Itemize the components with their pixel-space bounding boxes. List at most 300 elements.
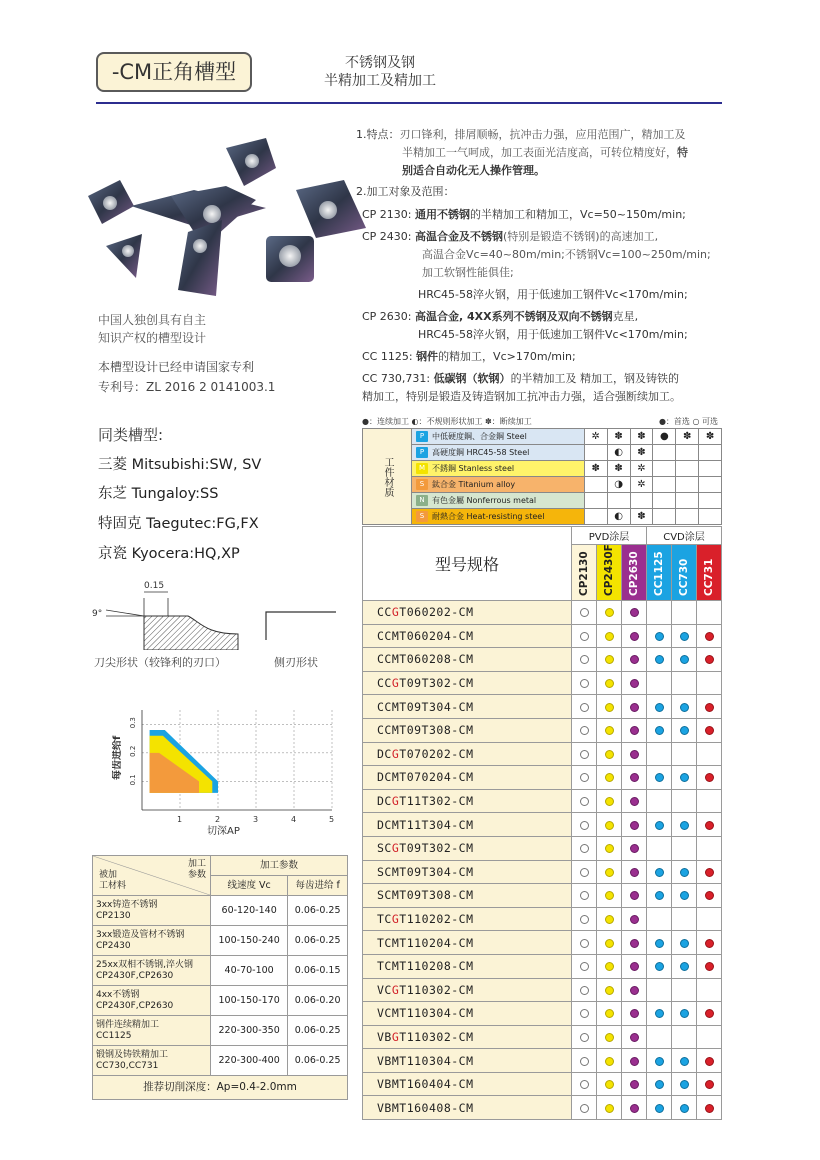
- availability-dot: [680, 891, 689, 900]
- insert-code-part: G: [391, 676, 400, 691]
- cvd-header: CVD涂层: [647, 527, 722, 545]
- material-name: [412, 445, 585, 461]
- insert-code-part: T09T302-CM: [399, 841, 474, 856]
- cp2630-text: 克星,: [612, 310, 639, 323]
- availability-cell: [597, 836, 622, 860]
- params-material: [93, 896, 211, 926]
- insert-code-part: MT110304-CM: [391, 1006, 474, 1021]
- insert-code-part: VB: [377, 1029, 392, 1044]
- cc1125-strong: 钢件: [416, 350, 439, 363]
- material-tag: S: [416, 511, 428, 522]
- availability-cell: [697, 648, 722, 672]
- availability-cell: [647, 789, 672, 813]
- table-row: [93, 986, 348, 1016]
- availability-cell: [647, 718, 672, 742]
- availability-cell: [672, 1049, 697, 1073]
- availability-cell: [597, 601, 622, 625]
- availability-dot: [655, 1080, 664, 1089]
- params-material: [93, 986, 211, 1016]
- availability-cell: [672, 1025, 697, 1049]
- cp2130-text: 的半精加工和精加工，Vc=50~150m/min;: [470, 208, 686, 221]
- material-name: [412, 477, 585, 493]
- material-symbol: ✽: [699, 429, 722, 445]
- availability-cell: [672, 1072, 697, 1096]
- insert-code-part: CC: [377, 699, 392, 714]
- material-symbol: [653, 461, 676, 477]
- table-row: [363, 1025, 722, 1049]
- availability-cell: [647, 695, 672, 719]
- availability-dot: [705, 655, 714, 664]
- insert-code-part: CC: [377, 723, 392, 738]
- y-tick-label: 0.1: [129, 774, 137, 786]
- material-symbol: [607, 493, 630, 509]
- availability-cell: [622, 1096, 647, 1120]
- availability-dot: [655, 962, 664, 971]
- availability-dot: [705, 891, 714, 900]
- insert-code: [363, 1072, 572, 1096]
- availability-cell: [647, 1072, 672, 1096]
- availability-dot: [580, 1057, 589, 1066]
- availability-dot: [630, 632, 639, 641]
- insert-code-part: MT110208-CM: [391, 959, 474, 974]
- availability-cell: [572, 1072, 597, 1096]
- insert-code-part: MT160404-CM: [391, 1077, 474, 1092]
- availability-dot: [680, 1104, 689, 1113]
- availability-cell: [622, 789, 647, 813]
- cc730-strong: 低碳钢（软钢）: [433, 372, 511, 385]
- availability-cell: [622, 766, 647, 790]
- edge-profile-diagram: [88, 578, 348, 650]
- table-row: [363, 1072, 722, 1096]
- grade-name: CP2430F: [603, 543, 615, 596]
- params-vc: 220-300-400: [211, 1046, 288, 1076]
- origin-note-2: 知识产权的槽型设计: [98, 331, 207, 345]
- availability-dot: [630, 962, 639, 971]
- availability-dot: [605, 703, 614, 712]
- material-label: 有色金屬 Nonferrous metal: [432, 496, 537, 505]
- table-row: [93, 1016, 348, 1046]
- availability-dot: [680, 655, 689, 664]
- table-row: [363, 1002, 722, 1026]
- params-corner-top2: 参数: [187, 870, 206, 880]
- insert-code-part: MT09T308-CM: [391, 888, 474, 903]
- insert-code-part: VB: [377, 1100, 392, 1115]
- availability-cell: [697, 954, 722, 978]
- grade-name: CP2130: [578, 550, 590, 596]
- availability-dot: [630, 655, 639, 664]
- availability-cell: [572, 907, 597, 931]
- table-row: [93, 1046, 348, 1076]
- cc1125-label: CC 1125:: [362, 350, 413, 363]
- availability-cell: [622, 1049, 647, 1073]
- table-row: [363, 813, 722, 837]
- availability-dot: [630, 703, 639, 712]
- brand-item: 京瓷 Kyocera:HQ,XP: [98, 546, 240, 562]
- availability-cell: [697, 742, 722, 766]
- grade-column-header: [572, 545, 597, 601]
- insert-code: [363, 695, 572, 719]
- material-symbol: ✽: [607, 429, 630, 445]
- insert-code-part: MT09T304-CM: [391, 864, 474, 879]
- cp2630-strong: 高温合金, 4XX系列不锈钢及双向不锈钢: [415, 310, 613, 323]
- availability-cell: [672, 884, 697, 908]
- material-symbol: ◐: [607, 445, 630, 461]
- availability-cell: [572, 978, 597, 1002]
- table-row: [363, 789, 722, 813]
- table-row: [363, 648, 722, 672]
- x-tick-label: 4: [291, 815, 297, 824]
- material-tag: S: [416, 479, 428, 490]
- availability-cell: [672, 1002, 697, 1026]
- availability-dot: [630, 915, 639, 924]
- cp2630-text-2: HRC45-58淬火钢，用于低速加工钢件Vc<170m/min;: [418, 328, 688, 341]
- insert-code-part: MT060204-CM: [391, 628, 474, 643]
- availability-cell: [697, 624, 722, 648]
- material-symbol: [699, 493, 722, 509]
- availability-cell: [647, 1025, 672, 1049]
- availability-dot: [605, 726, 614, 735]
- material-row: [363, 429, 722, 445]
- availability-cell: [697, 860, 722, 884]
- cp2130-strong: 通用不锈钢: [415, 208, 471, 221]
- params-corner-bottom2: 工材料: [99, 881, 127, 891]
- cc730-text-2: 精加工，特别是锻造及铸造钢加工抗冲击力强，适合强断续加工。: [362, 390, 681, 403]
- material-symbol: [676, 461, 699, 477]
- params-vc: 100-150-170: [211, 986, 288, 1016]
- insert-code: [363, 1025, 572, 1049]
- edge-dimension-label: 0.15: [144, 581, 165, 591]
- material-symbol: ✲: [584, 429, 607, 445]
- availability-dot: [605, 750, 614, 759]
- availability-dot: [580, 868, 589, 877]
- insert-code-part: G: [391, 746, 400, 761]
- insert-code-part: T060202-CM: [399, 605, 474, 620]
- availability-dot: [705, 726, 714, 735]
- availability-cell: [672, 931, 697, 955]
- availability-dot: [655, 891, 664, 900]
- availability-cell: [647, 954, 672, 978]
- table-row: [363, 860, 722, 884]
- material-tag: M: [416, 463, 428, 474]
- availability-cell: [622, 813, 647, 837]
- availability-cell: [697, 1002, 722, 1026]
- features-text-1: 刃口锋利，排屑顺畅，抗冲击力强，应用范围广，精加工及: [399, 128, 686, 141]
- availability-dot: [705, 1104, 714, 1113]
- table-row: [363, 1049, 722, 1073]
- availability-cell: [597, 1025, 622, 1049]
- insert-code-part: G: [391, 982, 400, 997]
- y-tick-label: 0.2: [129, 745, 137, 757]
- x-tick-label: 5: [329, 815, 335, 824]
- params-vc: 220-300-350: [211, 1016, 288, 1046]
- availability-cell: [572, 1025, 597, 1049]
- availability-cell: [622, 931, 647, 955]
- table-row: [363, 671, 722, 695]
- availability-cell: [647, 671, 672, 695]
- availability-dot: [605, 608, 614, 617]
- insert-code-part: CC: [377, 652, 392, 667]
- material-row: [363, 461, 722, 477]
- features-text-2b: 特: [677, 146, 688, 159]
- side-caption: 侧刃形状: [274, 656, 318, 669]
- material-symbol: [630, 493, 653, 509]
- availability-dot: [680, 773, 689, 782]
- cp2630-label: CP 2630:: [362, 310, 412, 323]
- material-row: [363, 477, 722, 493]
- availability-cell: [622, 907, 647, 931]
- availability-cell: [572, 931, 597, 955]
- availability-cell: [572, 860, 597, 884]
- x-axis-label: 切深AP: [207, 826, 240, 837]
- insert-code-part: DC: [377, 746, 392, 761]
- availability-dot: [580, 773, 589, 782]
- availability-dot: [655, 1009, 664, 1018]
- subtitle-line-2: 半精加工及精加工: [324, 73, 436, 89]
- insert-code-part: TC: [377, 959, 392, 974]
- table-row: [363, 742, 722, 766]
- params-material-name: 3xx锻造及管材不锈钢: [96, 929, 185, 940]
- availability-cell: [647, 1096, 672, 1120]
- availability-cell: [697, 907, 722, 931]
- feed-depth-chart: [112, 700, 342, 840]
- availability-cell: [622, 978, 647, 1002]
- availability-dot: [655, 939, 664, 948]
- table-row: [93, 896, 348, 926]
- params-col-vc: 线速度 Vc: [211, 876, 288, 896]
- availability-dot: [655, 821, 664, 830]
- cutting-params-table: [92, 855, 348, 1100]
- availability-cell: [597, 978, 622, 1002]
- availability-dot: [580, 962, 589, 971]
- insert-code-part: G: [391, 841, 400, 856]
- availability-dot: [630, 773, 639, 782]
- availability-dot: [580, 821, 589, 830]
- grade-name: CC1125: [653, 550, 665, 596]
- insert-code: [363, 624, 572, 648]
- availability-cell: [597, 1002, 622, 1026]
- material-symbol: ✽: [607, 461, 630, 477]
- params-material-name: 锻钢及铸铁精加工: [96, 1049, 169, 1060]
- params-material: [93, 1016, 211, 1046]
- availability-cell: [647, 860, 672, 884]
- availability-dot: [580, 1104, 589, 1113]
- material-symbol: ◐: [607, 509, 630, 525]
- scope-label: 2.加工对象及范围：: [356, 185, 455, 198]
- material-symbol: [699, 477, 722, 493]
- features-text-2: 半精加工一气呵成，加工表面光洁度高，可转位精度好，: [402, 146, 677, 159]
- availability-dot: [605, 679, 614, 688]
- availability-dot: [630, 868, 639, 877]
- material-row: [363, 493, 722, 509]
- availability-cell: [572, 813, 597, 837]
- brand-item: 东芝 Tungaloy:SS: [98, 486, 219, 502]
- availability-dot: [605, 844, 614, 853]
- availability-cell: [697, 931, 722, 955]
- availability-cell: [697, 1049, 722, 1073]
- availability-dot: [580, 915, 589, 924]
- availability-dot: [630, 986, 639, 995]
- availability-dot: [630, 608, 639, 617]
- availability-cell: [697, 718, 722, 742]
- availability-cell: [597, 1072, 622, 1096]
- insert-code-part: VB: [377, 1077, 392, 1092]
- availability-cell: [572, 884, 597, 908]
- material-symbol: ✲: [630, 477, 653, 493]
- availability-dot: [580, 939, 589, 948]
- availability-dot: [605, 962, 614, 971]
- availability-dot: [630, 1080, 639, 1089]
- availability-cell: [647, 931, 672, 955]
- availability-cell: [622, 601, 647, 625]
- table-row: [363, 1096, 722, 1120]
- params-group-header: 加工参数: [211, 856, 348, 876]
- grade-column-header: [622, 545, 647, 601]
- insert-code: [363, 648, 572, 672]
- params-material-grade: CC730,CC731: [96, 1060, 159, 1071]
- availability-cell: [597, 695, 622, 719]
- availability-cell: [572, 624, 597, 648]
- availability-cell: [572, 601, 597, 625]
- availability-cell: [697, 836, 722, 860]
- y-axis-label: 每齿进给f: [112, 735, 123, 780]
- availability-cell: [647, 836, 672, 860]
- availability-dot: [680, 632, 689, 641]
- grade-name: CP2630: [628, 550, 640, 596]
- insert-code-part: SC: [377, 888, 392, 903]
- material-symbol: ✽: [630, 509, 653, 525]
- availability-dot: [580, 608, 589, 617]
- availability-dot: [680, 962, 689, 971]
- availability-cell: [572, 695, 597, 719]
- availability-dot: [680, 868, 689, 877]
- table-row: [363, 695, 722, 719]
- availability-cell: [697, 789, 722, 813]
- availability-dot: [605, 939, 614, 948]
- legend-left: ●：连续加工 ◐：不规则形状加工 ✽：断续加工: [362, 417, 532, 426]
- availability-dot: [580, 1080, 589, 1089]
- insert-code: [363, 1002, 572, 1026]
- availability-cell: [597, 648, 622, 672]
- availability-dot: [705, 703, 714, 712]
- availability-cell: [672, 601, 697, 625]
- availability-cell: [672, 860, 697, 884]
- availability-cell: [622, 718, 647, 742]
- params-material: [93, 1046, 211, 1076]
- patent-number: 专利号：ZL 2016 2 0141003.1: [98, 380, 276, 394]
- availability-dot: [680, 703, 689, 712]
- table-row: [363, 601, 722, 625]
- availability-dot: [630, 726, 639, 735]
- availability-dot: [605, 1033, 614, 1042]
- patent-note: 本槽型设计已经申请国家专利: [98, 360, 255, 374]
- material-symbol: [676, 445, 699, 461]
- availability-cell: [622, 836, 647, 860]
- availability-cell: [647, 742, 672, 766]
- params-f: 0.06-0.15: [288, 956, 348, 986]
- availability-dot: [655, 868, 664, 877]
- material-row: [363, 509, 722, 525]
- material-symbol: [653, 445, 676, 461]
- insert-code-part: T09T302-CM: [399, 676, 474, 691]
- insert-code: [363, 931, 572, 955]
- insert-code: [363, 954, 572, 978]
- availability-cell: [597, 860, 622, 884]
- availability-dot: [655, 726, 664, 735]
- insert-code-part: TC: [377, 935, 392, 950]
- availability-cell: [572, 766, 597, 790]
- availability-cell: [572, 1096, 597, 1120]
- availability-dot: [680, 821, 689, 830]
- availability-cell: [597, 813, 622, 837]
- availability-dot: [605, 891, 614, 900]
- params-material-name: 25xx双相不锈钢,淬火钢: [96, 959, 193, 970]
- similar-grooves-heading: 同类槽型:: [98, 426, 164, 444]
- params-corner-top: 加工: [187, 859, 206, 869]
- availability-cell: [572, 671, 597, 695]
- availability-dot: [605, 1057, 614, 1066]
- grade-column-header: [597, 545, 622, 601]
- availability-cell: [672, 718, 697, 742]
- insert-code: [363, 813, 572, 837]
- availability-cell: [647, 978, 672, 1002]
- params-footer: 推荐切削深度：Ap=0.4-2.0mm: [93, 1076, 348, 1100]
- cc730-label: CC 730,731:: [362, 372, 431, 385]
- availability-cell: [672, 624, 697, 648]
- availability-cell: [622, 1002, 647, 1026]
- insert-code-part: T110302-CM: [399, 982, 474, 997]
- availability-cell: [597, 954, 622, 978]
- material-name: [412, 429, 585, 445]
- availability-cell: [672, 907, 697, 931]
- table-row: [363, 907, 722, 931]
- availability-cell: [597, 742, 622, 766]
- availability-dot: [630, 844, 639, 853]
- availability-cell: [572, 836, 597, 860]
- availability-dot: [630, 679, 639, 688]
- availability-cell: [597, 624, 622, 648]
- availability-cell: [622, 695, 647, 719]
- insert-code-part: CC: [377, 628, 392, 643]
- params-material-grade: CP2430F,CP2630: [96, 1000, 174, 1011]
- grade-table: [362, 526, 722, 1120]
- insert-code: [363, 766, 572, 790]
- material-symbol: ✽: [676, 429, 699, 445]
- availability-cell: [622, 742, 647, 766]
- material-symbol: [699, 461, 722, 477]
- insert-code-part: VC: [377, 1006, 392, 1021]
- cp2430-text-4: HRC45-58淬火钢，用于低速加工钢件Vc<170m/min;: [418, 288, 688, 301]
- availability-dot: [605, 915, 614, 924]
- availability-cell: [572, 789, 597, 813]
- availability-cell: [597, 907, 622, 931]
- edge-caption: 刀尖形状（较锋利的刃口）: [94, 656, 226, 669]
- insert-code-part: CC: [377, 605, 392, 620]
- params-vc: 60-120-140: [211, 896, 288, 926]
- cp2430-text: (特别是锻造不锈钢)的高速加工,: [503, 230, 659, 243]
- availability-cell: [647, 884, 672, 908]
- material-tag: P: [416, 431, 428, 442]
- availability-dot: [630, 797, 639, 806]
- availability-dot: [605, 1080, 614, 1089]
- y-tick-label: 0.3: [129, 717, 137, 729]
- availability-dot: [580, 891, 589, 900]
- availability-cell: [622, 624, 647, 648]
- params-material-name: 4xx不锈钢: [96, 989, 140, 1000]
- cc1125-text: 的精加工，Vc>170m/min;: [438, 350, 576, 363]
- insert-code: [363, 978, 572, 1002]
- availability-dot: [580, 703, 589, 712]
- params-corner-bottom: 被加: [99, 870, 118, 880]
